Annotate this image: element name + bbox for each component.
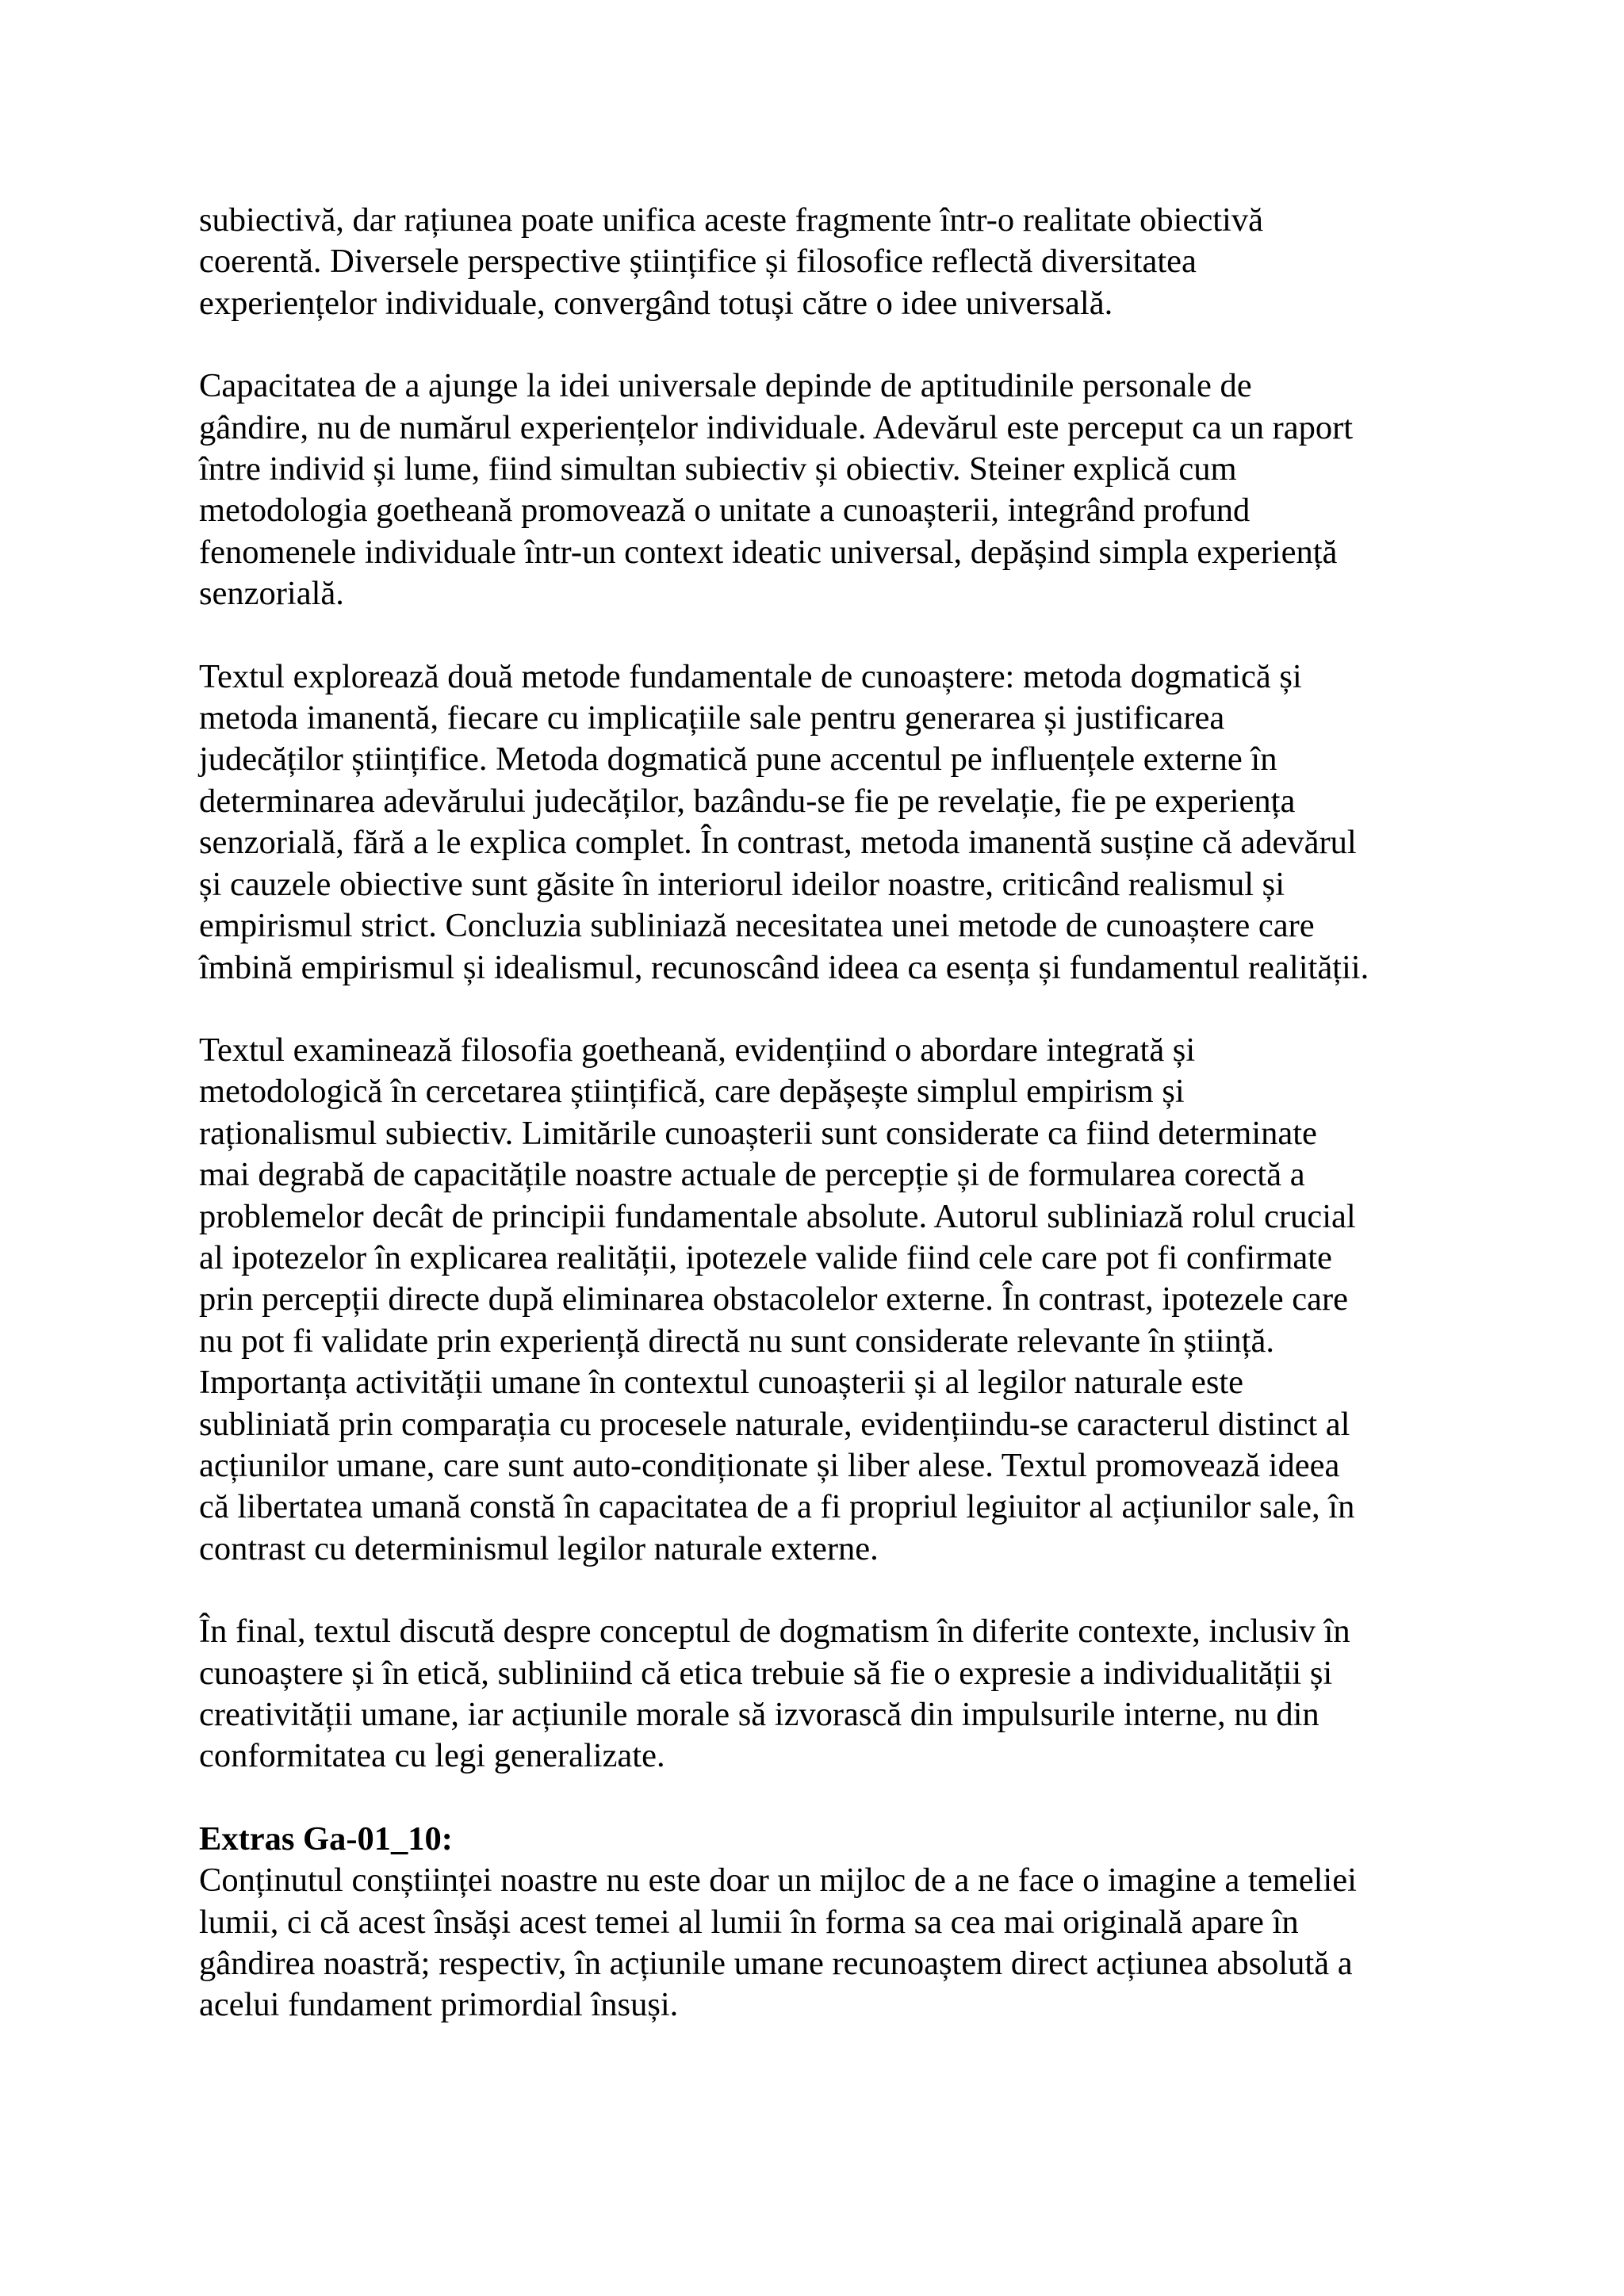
text-line: între individ și lume, fiind simultan subiectiv și obiectiv. Steiner explică cum xyxy=(199,450,1237,488)
text-line: Importanța activității umane în contextul cunoașterii și al legilor naturale este xyxy=(199,1364,1244,1402)
paragraph-1 xyxy=(199,200,1436,324)
document-page xyxy=(199,200,1436,2068)
text-line: metodologia goetheană promovează o unitate a cunoașterii, integrând profund xyxy=(199,492,1251,530)
paragraph-4 xyxy=(199,1030,1436,1570)
text-line: problemelor decât de principii fundamentale absolute. Autorul subliniază rolul crucial xyxy=(199,1197,1356,1235)
text-line: În final, textul discută despre conceptul de dogmatism în diferite contexte, inclusiv în xyxy=(199,1613,1350,1651)
text-line: subiectivă, dar rațiunea poate unifica aceste fragmente într-o realitate obiectivă xyxy=(199,201,1263,239)
text-line: cunoaștere și în etică, subliniind că etica trebuie să fie o expresie a individualității și xyxy=(199,1654,1333,1692)
text-line: gândire, nu de numărul experiențelor individuale. Adevărul este perceput ca un raport xyxy=(199,408,1354,446)
text-line: Conținutul conștiinței noastre nu este doar un mijloc de a ne face o imagine a temeliei xyxy=(199,1862,1357,1900)
text-line: al ipotezelor în explicarea realității, ipotezele valide fiind cele care pot fi confirmate xyxy=(199,1238,1332,1276)
text-line: acțiunilor umane, care sunt auto-condiționate și liber alese. Textul promovează ideea xyxy=(199,1446,1340,1484)
text-line: îmbină empirismul și idealismul, recunoscând ideea ca esența și fundamentul realității. xyxy=(199,948,1369,986)
text-line: metodologică în cercetarea științifică, care depășește simplul empirism și xyxy=(199,1073,1185,1111)
paragraph-3 xyxy=(199,656,1436,989)
text-line: raționalismul subiectiv. Limitările cunoașterii sunt considerate ca fiind determinate xyxy=(199,1114,1317,1152)
text-line: lumii, ci că acest însăși acest temei al lumii în forma sa cea mai originală apare în xyxy=(199,1903,1299,1941)
text-line: experiențelor individuale, convergând totuși către o idee universală. xyxy=(199,284,1113,322)
text-line: Textul explorează două metode fundamentale de cunoaștere: metoda dogmatică și xyxy=(199,657,1302,695)
text-line: coerentă. Diversele perspective științifice și filosofice reflectă diversitatea xyxy=(199,243,1197,281)
text-line: metoda imanentă, fiecare cu implicațiile sale pentru generarea și justificarea xyxy=(199,699,1225,737)
text-line: creativității umane, iar acțiunile morale să izvorască din impulsurile interne, nu din xyxy=(199,1696,1320,1733)
text-line: mai degrabă de capacitățile noastre actuale de percepție și de formularea corectă a xyxy=(199,1156,1305,1194)
text-line: acelui fundament primordial însuși. xyxy=(199,1986,679,2024)
text-line: subliniată prin comparația cu procesele naturale, evidențiindu-se caracterul distinct al xyxy=(199,1405,1350,1443)
text-line: prin percepții directe după eliminarea obstacolelor externe. În contrast, ipotezele care xyxy=(199,1280,1349,1318)
text-line: contrast cu determinismul legilor naturale externe. xyxy=(199,1529,879,1567)
paragraph-5 xyxy=(199,1611,1436,1777)
extract-heading: Extras Ga-01_10: xyxy=(199,1820,453,1858)
text-line: și cauzele obiective sunt găsite în interiorul ideilor noastre, criticând realismul și xyxy=(199,865,1285,903)
text-line: empirismul strict. Concluzia subliniază necesitatea unei metode de cunoaștere care xyxy=(199,907,1315,945)
text-line: senzorială. xyxy=(199,575,344,613)
text-line: conformitatea cu legi generalizate. xyxy=(199,1737,665,1775)
text-line: nu pot fi validate prin experiență directă nu sunt considerate relevante în știință. xyxy=(199,1322,1274,1360)
paragraph-2 xyxy=(199,365,1436,614)
text-line: determinarea adevărului judecăților, bazându-se fie pe revelație, fie pe experiența xyxy=(199,782,1296,820)
text-line: fenomenele individuale într-un context ideatic universal, depășind simpla experiență xyxy=(199,533,1338,571)
extract-section xyxy=(199,1819,1436,2026)
text-line: gândirea noastră; respectiv, în acțiunile umane recunoaștem direct acțiunea absolută a xyxy=(199,1945,1353,1983)
text-line: judecăților științifice. Metoda dogmatică pune accentul pe influențele externe în xyxy=(199,740,1277,779)
text-line: Capacitatea de a ajunge la idei universale depinde de aptitudinile personale de xyxy=(199,367,1252,405)
text-line: că libertatea umană constă în capacitatea de a fi propriul legiuitor al acțiunilor sale, în xyxy=(199,1488,1355,1526)
text-line: senzorială, fără a le explica complet. În contrast, metoda imanentă susține că adevărul xyxy=(199,824,1357,862)
text-line: Textul examinează filosofia goetheană, evidențiind o abordare integrată și xyxy=(199,1031,1196,1069)
